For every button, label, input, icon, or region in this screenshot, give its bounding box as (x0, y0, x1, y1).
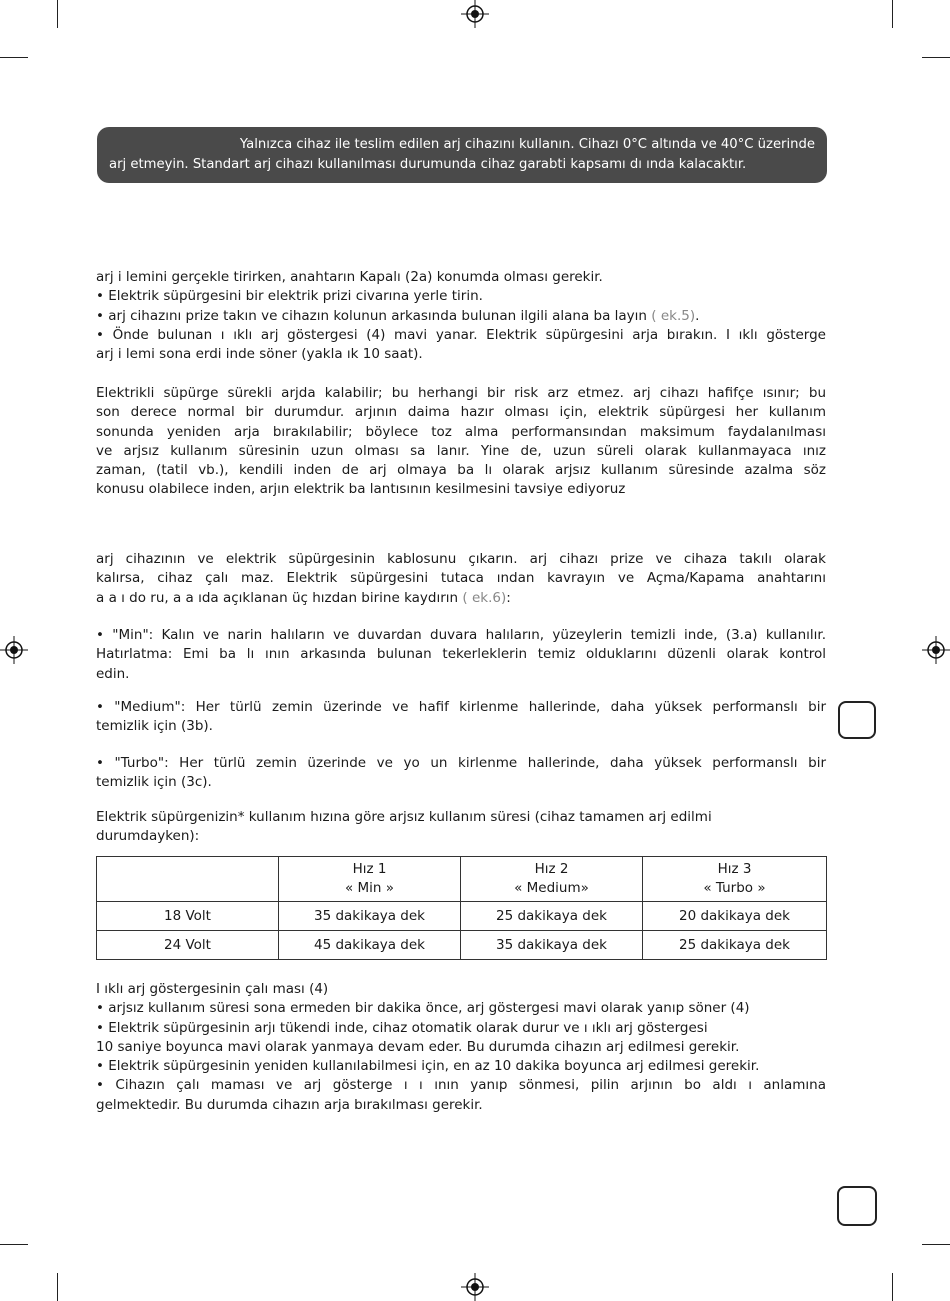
crop-mark (57, 0, 58, 28)
header-speed-name: « Turbo » (703, 880, 766, 896)
text-line: zaman, (tatil vb.), kendili inden de arj olmaya ba lı olarak arjsız kullanım süresinde azalma söz (96, 462, 826, 479)
crop-mark (922, 1244, 950, 1245)
text-line: • "Min": Kalın ve narin halıların ve duvardan duvara halıların, yüzeylerin temizli inde, (3.a) kullanılır. (96, 627, 826, 643)
text-line: arj cihazının ve elektrik süpürgesinin kablosunu çıkarın. arj cihazı prize ve cihaza takılı olarak (96, 551, 826, 567)
text-line: • Elektrik süpürgesini bir elektrik prizi civarına yerle tirin. (96, 288, 483, 305)
text-line: temizlik için (3b). (96, 718, 213, 735)
table-row (97, 931, 827, 960)
table-header-cell (643, 857, 827, 902)
text-line: arj i lemini gerçekle tirirken, anahtarın Kapalı (2a) konumda olması gerekir. (96, 269, 603, 285)
text-line: temizlik için (3c). (96, 774, 212, 791)
text-line: • Elektrik süpürgesinin yeniden kullanılabilmesi için, en az 10 dakika boyunca arj edilmesi gerekir. (96, 1058, 760, 1075)
text-line: gelmektedir. Bu durumda cihazın arja bırakılması gerekir. (96, 1096, 483, 1113)
text-line: sonunda yeniden arja bırakılabilir; böylece toz alma performansından maksimum faydalanılması (96, 423, 826, 440)
table-header-cell (461, 857, 643, 902)
table-row-label: 24 Volt (97, 931, 279, 960)
header-speed-name: « Medium» (514, 880, 589, 896)
crop-mark (0, 57, 28, 58)
continuous-charging-section (96, 384, 826, 500)
side-tab-box (838, 701, 876, 739)
text-line: kalırsa, cihaz çalı maz. Elektrik süpürgesini tutaca ından kavrayın ve Açma/Kapama anahtarını (96, 570, 826, 587)
header-speed: Hız 3 (717, 861, 752, 877)
text-line: • "Medium": Her türlü zemin üzerinde ve hafif kirlenme hallerinde, daha yüksek performanslı bir (96, 699, 826, 715)
speed-medium-section (96, 698, 826, 737)
text-span: : (506, 589, 511, 606)
registration-mark-icon (922, 636, 950, 664)
text-line: Elektrikli süpürge sürekli arjda kalabilir; bu herhangi bir risk arz etmez. arj cihazı hafifçe ısınır; bu (96, 385, 826, 401)
runtime-table (96, 856, 827, 960)
text-line: • "Turbo": Her türlü zemin üzerinde ve yo un kirlenme hallerinde, daha yüksek performanslı bir (96, 755, 826, 771)
side-tab-box (837, 1186, 877, 1226)
text-line: 10 saniye boyunca mavi olarak yanmaya devam eder. Bu durumda cihazın arj edilmesi gerekir. (96, 1038, 740, 1055)
runtime-intro (96, 808, 826, 847)
registration-mark-icon (0, 636, 28, 664)
registration-mark-icon (461, 1273, 489, 1301)
text-line: • arjsız kullanım süresi sona ermeden bir dakika önce, arj göstergesi mavi olarak yanıp söner (4) (96, 1000, 750, 1017)
text-span: • arj cihazını prize takın ve cihazın kolunun arkasında bulunan ilgili alana ba layın (96, 307, 647, 324)
speed-turbo-section (96, 754, 826, 793)
usage-section (96, 550, 826, 608)
indicator-section (96, 980, 826, 1115)
charging-section (96, 268, 826, 364)
text-line: Elektrik süpürgenizin* kullanım hızına göre arjsız kullanım süresi (cihaz tamamen arj edilmi (96, 809, 712, 825)
table-cell: 20 dakikaya dek (643, 902, 827, 931)
warning-notice (97, 127, 827, 183)
text-line: son derece normal bir durumdur. arjının daima hazır olması için, elektrik süpürgesi her kullanım (96, 404, 826, 421)
text-line (96, 589, 826, 608)
table-cell: 45 dakikaya dek (279, 931, 461, 960)
table-row (97, 902, 827, 931)
table-row-label: 18 Volt (97, 902, 279, 931)
table-header-cell (279, 857, 461, 902)
text-line: konusu olabilece inden, arjın elektrik ba lantısının kesilmesini tavsiye ediyoruz (96, 481, 626, 498)
crop-mark (922, 57, 950, 58)
header-speed: Hız 2 (534, 861, 569, 877)
table-header-row (97, 857, 827, 902)
text-line: ve arjsız kullanım süresinin uzun olması sa lanır. Yine de, uzun süreli olarak kullanmayaca ınız (96, 442, 826, 459)
header-speed-name: « Min » (344, 880, 395, 896)
header-speed: Hız 1 (352, 861, 387, 877)
registration-mark-icon (461, 0, 489, 28)
text-span: a a ı do ru, a a ıda açıklanan üç hızdan birine kaydırın (96, 589, 459, 606)
text-line: I ıklı arj göstergesinin çalı ması (4) (96, 981, 329, 997)
text-line: • Cihazın çalı maması ve arj gösterge ı ı ının yanıp sönmesi, pilin arjının bo aldı ı anlamına (96, 1077, 826, 1094)
text-line: durumdayken): (96, 828, 200, 845)
figure-reference: ( ek.6) (462, 589, 507, 606)
text-span: . (695, 307, 700, 324)
text-line: • Elektrik süpürgesinin arjı tükendi inde, cihaz otomatik olarak durur ve ı ıklı arj göstergesi (96, 1019, 708, 1036)
crop-mark (0, 1244, 28, 1245)
crop-mark (892, 0, 893, 28)
text-line: • Önde bulunan ı ıklı arj göstergesi (4) mavi yanar. Elektrik süpürgesini arja bırakın. I ıklı gösterge (96, 326, 826, 343)
notice-line: Yalnızca cihaz ile teslim edilen arj cihazını kullanın. Cihazı 0°C altında ve 40°C üzerinde (239, 137, 815, 152)
speed-min-section (96, 626, 826, 684)
text-line: edin. (96, 665, 130, 682)
notice-line: arj etmeyin. Standart arj cihazı kullanılması durumunda cihaz garabti kapsamı dı ında kalacaktır. (109, 157, 747, 172)
table-corner-cell (97, 857, 279, 902)
crop-mark (57, 1273, 58, 1301)
table-cell: 35 dakikaya dek (461, 931, 643, 960)
table-cell: 25 dakikaya dek (461, 902, 643, 931)
text-line (96, 307, 826, 326)
table-cell: 35 dakikaya dek (279, 902, 461, 931)
table-cell: 25 dakikaya dek (643, 931, 827, 960)
text-line: Hatırlatma: Emi ba lı ının arkasında bulunan tekerleklerin temiz olduklarını düzenli olarak kontrol (96, 646, 826, 663)
crop-mark (892, 1273, 893, 1301)
figure-reference: ( ek.5) (651, 307, 696, 324)
text-line: arj i lemi sona erdi inde söner (yakla ık 10 saat). (96, 346, 423, 363)
